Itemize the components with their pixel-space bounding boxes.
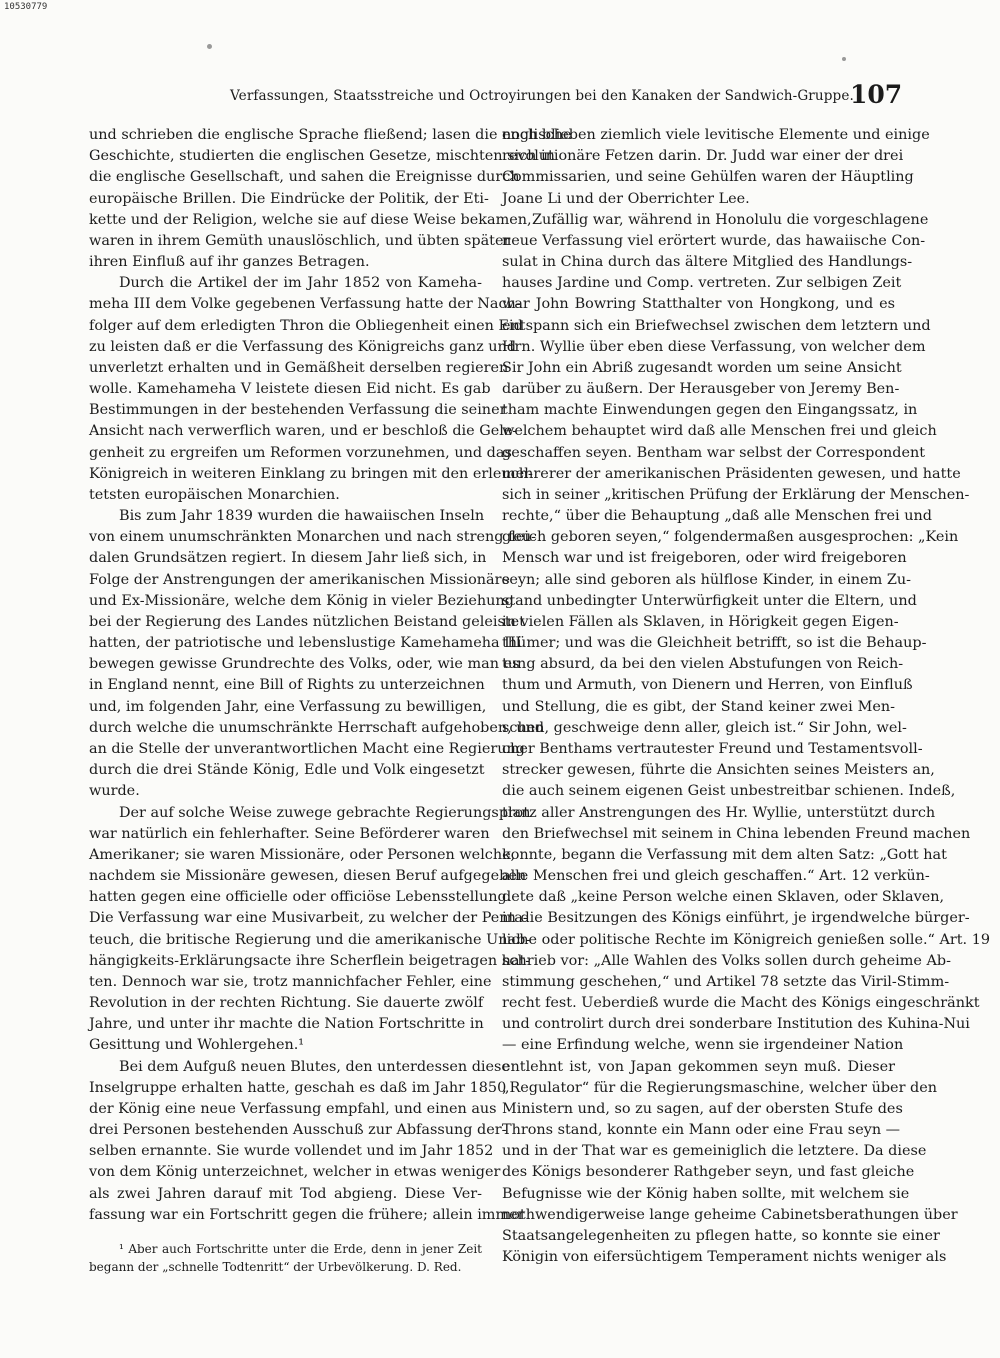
running-title: Verfassungen, Staatsstreiche und Octroyirungen bei den Kanaken der Sandwich-Gruppe.: [230, 88, 854, 104]
text-line: trotz aller Anstrengungen des Hr. Wyllie, unterstützt durch: [502, 804, 936, 821]
text-line: wurde.: [89, 783, 140, 800]
text-line: Amerikaner; sie waren Missionäre, oder Personen welche,: [89, 846, 516, 863]
text-line: kette und der Religion, welche sie auf diese Weise bekamen,: [89, 211, 532, 228]
text-line: nothwendigerweise lange geheime Cabinetsberathungen über: [502, 1206, 958, 1223]
text-line: bewegen gewisse Grundrechte des Volks, oder, wie man es: [89, 656, 520, 673]
text-line: „Regulator“ für die Regierungsmaschine, welcher über den: [502, 1079, 938, 1096]
text-line: selben ernannte. Sie wurde vollendet und im Jahr 1852: [89, 1143, 494, 1160]
text-line: thümer; und was die Gleichheit betrifft, so ist die Behaup-: [502, 635, 927, 652]
text-line: fassung war ein Fortschritt gegen die frühere; allein immer: [89, 1206, 525, 1223]
text-line: drei Personen bestehenden Ausschuß zur Abfassung der-: [89, 1122, 507, 1139]
text-line: Hrn. Wyllie über eben diese Verfassung, von welcher dem: [502, 338, 926, 355]
text-line: hatten, der patriotische und lebenslustige Kamehameha III: [89, 635, 522, 652]
text-line: die auch seinem eigenen Geist unbestreitbar schienen. Indeß,: [502, 783, 956, 800]
footnote-separator: [89, 1226, 482, 1240]
footnote-line: ¹ Aber auch Fortschritte unter die Erde, denn in jener Zeit: [119, 1241, 482, 1256]
text-line: revolutionäre Fetzen darin. Dr. Judd war einer der drei: [502, 148, 904, 165]
text-line: schrieb vor: „Alle Wahlen des Volks sollen durch geheime Ab-: [502, 952, 951, 969]
text-line: waren in ihrem Gemüth unauslöschlich, und übten später: [89, 232, 511, 249]
text-line: und, im folgenden Jahr, eine Verfassung zu bewilligen,: [89, 698, 487, 715]
text-line: folger auf dem erledigten Thron die Obliegenheit einen Eid: [89, 317, 523, 334]
text-line: liche oder politische Rechte im Königreich genießen solle.“ Art. 19: [502, 931, 991, 948]
text-line: Folge der Anstrengungen der amerikanischen Missionäre: [89, 571, 511, 588]
scan-id-label: 10530779: [4, 2, 48, 12]
text-line: Joane Li und der Oberrichter Lee.: [502, 190, 750, 207]
text-line: den Briefwechsel mit seinem in China lebenden Freund machen: [502, 825, 971, 842]
text-line: an die Stelle der unverantwortlichen Macht eine Regierung: [89, 740, 525, 757]
footnote-line: begann der „schnelle Todtenritt“ der Urbevölkerung. D. Red.: [89, 1259, 462, 1274]
text-line: Königin von eifersüchtigem Temperament nichts weniger als: [502, 1249, 947, 1266]
text-line: mehrerer der amerikanischen Präsidenten gewesen, und hatte: [502, 465, 961, 482]
left-column: [89, 125, 572, 1276]
text-line: bei der Regierung des Landes nützlichen Beistand geleistet: [89, 613, 525, 630]
text-line: thum und Armuth, von Dienern und Herren, von Einfluß: [502, 677, 913, 694]
text-line: die englische Gesellschaft, und sahen die Ereignisse durch: [89, 169, 520, 186]
text-line: tetsten europäischen Monarchien.: [89, 486, 340, 503]
text-line: stimmung geschehen,“ und Artikel 78 setzte das Viril-Stimm-: [502, 973, 950, 990]
text-line: recht fest. Ueberdieß wurde die Macht des Königs eingeschränkt: [502, 995, 980, 1012]
text-line: des Königs besonderer Rathgeber seyn, und fast gleiche: [502, 1164, 915, 1181]
text-line: nachdem sie Missionäre gewesen, diesen Beruf aufgegeben: [89, 868, 527, 885]
text-line: seyn; alle sind geboren als hülflose Kinder, in einem Zu-: [502, 571, 911, 588]
text-line: teuch, die britische Regierung und die amerikanische Unab-: [89, 931, 531, 948]
text-line: Geschichte, studierten die englischen Gesetze, mischten sich in: [89, 148, 555, 165]
text-line: und schrieben die englische Sprache fließend; lasen die englische: [89, 127, 572, 143]
text-line: Bei dem Aufguß neuen Blutes, den unterdessen diese: [119, 1058, 510, 1075]
text-line: von einem unumschränkten Monarchen und nach streng feu-: [89, 529, 536, 546]
text-line: sich in seiner „kritischen Prüfung der Erklärung der Menschen-: [502, 486, 970, 503]
text-line: tham machte Einwendungen gegen den Eingangssatz, in: [502, 402, 918, 419]
text-line: durch die drei Stände König, Edle und Volk eingesetzt: [89, 762, 485, 779]
text-line: Gesittung und Wohlergehen.¹: [89, 1037, 305, 1054]
text-line: tung absurd, da bei den vielen Abstufungen von Reich-: [502, 656, 904, 673]
text-line: cher Benthams vertrautester Freund und Testamentsvoll-: [502, 740, 923, 757]
text-line: hatten gegen eine officielle oder officiöse Lebensstellung.: [89, 889, 512, 906]
text-line: Königreich in weiteren Einklang zu bringen mit den erleuch-: [89, 465, 533, 482]
text-line: strecker gewesen, führte die Ansichten seines Meisters an,: [502, 762, 935, 779]
text-line: war John Bowring Statthalter von Hongkong, und es: [502, 296, 895, 313]
text-line: Bis zum Jahr 1839 wurden die hawaiischen Inseln: [119, 508, 485, 525]
text-line: genheit zu ergreifen um Reformen vorzunehmen, und das: [89, 444, 512, 461]
text-line: schen, geschweige denn aller, gleich ist.“ Sir John, wel-: [502, 719, 907, 736]
right-column: [502, 125, 991, 1268]
text-line: gleich geboren seyen,“ folgendermaßen ausgesprochen: „Kein: [502, 529, 959, 546]
text-line: stand unbedingter Unterwürfigkeit unter die Eltern, und: [502, 592, 917, 609]
dust-speck: [207, 44, 212, 49]
text-line: ihren Einfluß auf ihr ganzes Betragen.: [89, 254, 370, 271]
dust-speck: [842, 57, 846, 61]
text-line: konnte, begann die Verfassung mit dem alten Satz: „Gott hat: [502, 846, 947, 863]
text-line: der König eine neue Verfassung empfahl, und einen aus: [89, 1100, 497, 1117]
text-line: entlehnt ist, von Japan gekommen seyn muß. Dieser: [502, 1058, 895, 1075]
text-line: europäische Brillen. Die Eindrücke der Politik, der Eti-: [89, 190, 489, 207]
text-line: Befugnisse wie der König haben sollte, mit welchem sie: [502, 1185, 910, 1202]
text-line: Commissarien, und seine Gehülfen waren der Häuptling: [502, 169, 914, 186]
text-line: Ministern und, so zu sagen, auf der obersten Stufe des: [502, 1100, 903, 1117]
text-line: war natürlich ein fehlerhafter. Seine Beförderer waren: [89, 825, 490, 842]
text-line: noch blieben ziemlich viele levitische Elemente und einige: [502, 127, 930, 143]
text-line: hauses Jardine und Comp. vertreten. Zur selbigen Zeit: [502, 275, 902, 292]
text-line: Revolution in der rechten Richtung. Sie dauerte zwölf: [89, 995, 484, 1012]
text-line: Durch die Artikel der im Jahr 1852 von Kameha-: [119, 275, 482, 292]
text-line: Inselgruppe erhalten hatte, geschah es daß im Jahr 1850: [89, 1079, 507, 1096]
text-line: in vielen Fällen als Sklaven, in Hörigkeit gegen Eigen-: [502, 613, 899, 630]
text-line: ten. Dennoch war sie, trotz mannichfacher Fehler, eine: [89, 973, 492, 990]
text-line: und in der That war es gemeiniglich die letztere. Da diese: [502, 1143, 927, 1160]
text-line: als zwei Jahren darauf mit Tod abgieng. Diese Ver-: [89, 1185, 482, 1202]
text-line: Ansicht nach verwerflich waren, und er beschloß die Gele-: [89, 423, 518, 440]
text-line: welchem behauptet wird daß alle Menschen frei und gleich: [502, 423, 937, 440]
text-line: darüber zu äußern. Der Herausgeber von Jeremy Ben-: [502, 381, 900, 398]
text-line: dete daß „keine Person welche einen Sklaven, oder Sklaven,: [502, 889, 945, 906]
text-line: — eine Erfindung welche, wenn sie irgendeiner Nation: [502, 1037, 904, 1054]
text-line: wolle. Kamehameha V leistete diesen Eid nicht. Es gab: [89, 381, 491, 398]
text-line: geschaffen seyen. Bentham war selbst der Correspondent: [502, 444, 926, 461]
text-line: Jahre, und unter ihr machte die Nation Fortschritte in: [89, 1016, 484, 1033]
text-line: hängigkeits-Erklärungsacte ihre Scherflein beigetragen hat-: [89, 952, 531, 969]
text-line: Die Verfassung war eine Musivarbeit, zu welcher der Penta-: [89, 910, 528, 927]
text-line: Sir John ein Abriß zugesandt worden um seine Ansicht: [502, 359, 902, 376]
text-line: dalen Grundsätzen regiert. In diesem Jahr ließ sich, in: [89, 550, 487, 567]
text-line: zu leisten daß er die Verfassung des Königreichs ganz und: [89, 338, 517, 355]
text-line: unverletzt erhalten und in Gemäßheit derselben regieren: [89, 359, 509, 376]
text-line: meha III dem Volke gegebenen Verfassung hatte der Nach-: [89, 296, 521, 313]
text-line: von dem König unterzeichnet, welcher in etwas weniger: [89, 1164, 501, 1181]
text-line: in die Besitzungen des Königs einführt, je irgendwelche bürger-: [502, 910, 970, 927]
text-line: alle Menschen frei und gleich geschaffen.“ Art. 12 verkün-: [502, 868, 930, 885]
page-number: 107: [850, 80, 903, 109]
text-line: rechte,“ über die Behauptung „daß alle Menschen frei und: [502, 508, 932, 525]
text-line: und controlirt durch drei sonderbare Institution des Kuhina-Nui: [502, 1016, 970, 1033]
text-line: durch welche die unumschränkte Herrschaft aufgehoben, und: [89, 719, 545, 736]
text-line: Throns stand, konnte ein Mann oder eine Frau seyn —: [502, 1122, 901, 1139]
text-line: Der auf solche Weise zuwege gebrachte Regierungsplan: [119, 804, 531, 821]
text-line: Zufällig war, während in Honolulu die vorgeschlagene: [532, 211, 929, 228]
text-line: und Stellung, die es gibt, der Stand keiner zwei Men-: [502, 698, 895, 715]
text-line: Staatsangelegenheiten zu pflegen hatte, so konnte sie einer: [502, 1227, 940, 1244]
text-line: entspann sich ein Briefwechsel zwischen dem letztern und: [502, 317, 931, 334]
text-line: in England nennt, eine Bill of Rights zu unterzeichnen: [89, 677, 485, 694]
text-line: Mensch war und ist freigeboren, oder wird freigeboren: [502, 550, 907, 567]
text-line: neue Verfassung viel erörtert wurde, das hawaiische Con-: [502, 232, 926, 249]
text-line: sulat in China durch das ältere Mitglied des Handlungs-: [502, 254, 913, 271]
text-line: und Ex-Missionäre, welche dem König in vieler Beziehung: [89, 592, 514, 609]
text-line: Bestimmungen in der bestehenden Verfassung die seiner: [89, 402, 507, 419]
